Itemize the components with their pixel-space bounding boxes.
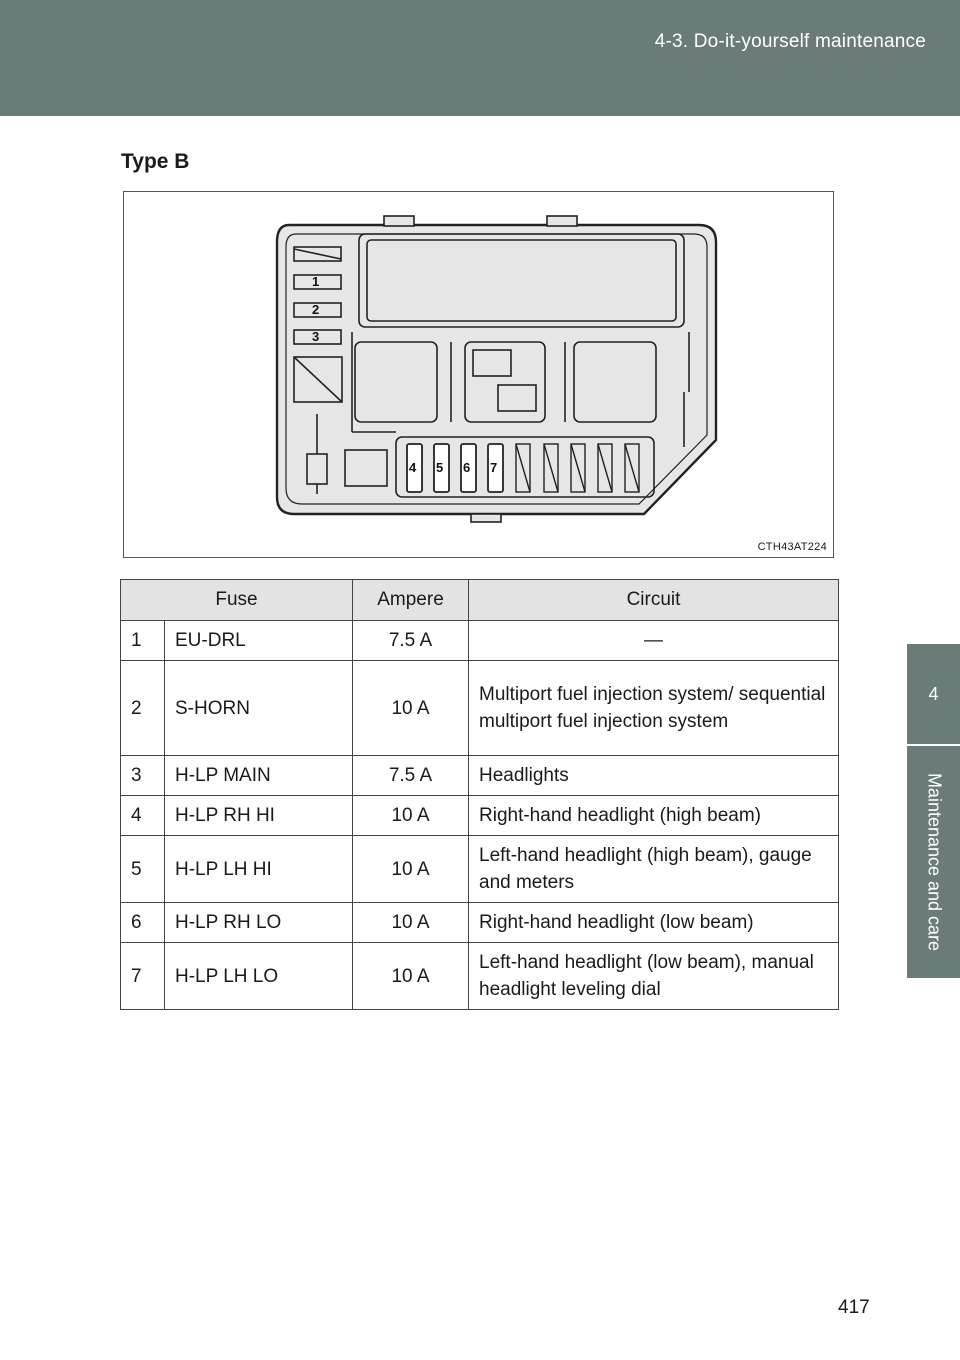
page-number: 417 [838, 1297, 870, 1318]
fuse-name: S-HORN [165, 661, 353, 756]
callout-4: 4 [409, 460, 417, 475]
chapter-tab-label [907, 746, 960, 978]
figure-code: CTH43AT224 [757, 541, 827, 553]
fuse-number: 7 [121, 943, 165, 1010]
callout-3: 3 [312, 329, 320, 344]
fuse-number: 2 [121, 661, 165, 756]
fuse-ampere: 10 A [353, 796, 469, 836]
fuse-box-diagram [123, 191, 834, 558]
fuse-ampere: 7.5 A [353, 621, 469, 661]
chapter-tab-number: 4 [907, 644, 960, 744]
fuse-circuit: Multiport fuel injection system/ sequential multiport fuel injection system [469, 661, 839, 756]
fuse-ampere: 10 A [353, 661, 469, 756]
fuse-circuit: Right-hand headlight (low beam) [469, 903, 839, 943]
fuse-name: H-LP MAIN [165, 756, 353, 796]
fuse-ampere: 10 A [353, 903, 469, 943]
fuse-circuit: Headlights [469, 756, 839, 796]
table-row [121, 836, 839, 903]
fuse-number: 1 [121, 621, 165, 661]
header-ampere: Ampere [353, 580, 469, 621]
fuse-name: H-LP RH LO [165, 903, 353, 943]
callout-7: 7 [490, 460, 498, 475]
header-circuit: Circuit [469, 580, 839, 621]
chapter-tab-title: Maintenance and care [924, 772, 944, 952]
header-band [0, 0, 960, 116]
table-row [121, 621, 839, 661]
page-heading: Type B [121, 150, 190, 173]
table-row [121, 796, 839, 836]
callout-6: 6 [463, 460, 471, 475]
fuse-table [120, 579, 839, 1010]
callout-1: 1 [312, 274, 320, 289]
fuse-ampere: 7.5 A [353, 756, 469, 796]
fuse-circuit: — [469, 621, 839, 661]
fuse-box-drawing [124, 192, 833, 557]
fuse-ampere: 10 A [353, 943, 469, 1010]
fuse-number: 6 [121, 903, 165, 943]
fuse-circuit: Left-hand headlight (high beam), gauge and meters [469, 836, 839, 903]
fuse-circuit: Left-hand headlight (low beam), manual headlight leveling dial [469, 943, 839, 1010]
fuse-number: 4 [121, 796, 165, 836]
table-row [121, 661, 839, 756]
table-row [121, 943, 839, 1010]
fuse-name: H-LP LH HI [165, 836, 353, 903]
fuse-number: 3 [121, 756, 165, 796]
callout-2: 2 [312, 302, 320, 317]
fuse-ampere: 10 A [353, 836, 469, 903]
header-fuse: Fuse [121, 580, 353, 621]
fuse-name: H-LP RH HI [165, 796, 353, 836]
fuse-name: H-LP LH LO [165, 943, 353, 1010]
table-row [121, 903, 839, 943]
fuse-number: 5 [121, 836, 165, 903]
table-row [121, 756, 839, 796]
section-title: 4-3. Do-it-yourself maintenance [654, 31, 926, 52]
callout-5: 5 [436, 460, 444, 475]
fuse-circuit: Right-hand headlight (high beam) [469, 796, 839, 836]
fuse-name: EU-DRL [165, 621, 353, 661]
table-header-row [121, 580, 839, 621]
